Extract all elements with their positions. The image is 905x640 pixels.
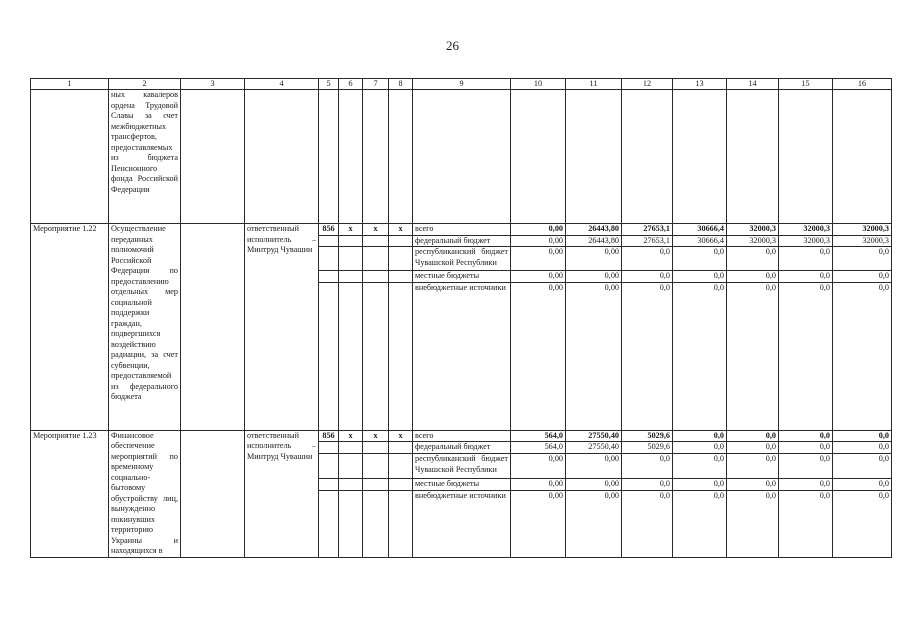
value-cell: 0,0 (622, 454, 673, 479)
empty-cell (389, 235, 413, 247)
value-cell: 0,0 (622, 247, 673, 271)
measure-id: Мероприятие 1.22 (31, 224, 109, 431)
column-header: 9 (413, 79, 511, 90)
column-header: 11 (566, 79, 622, 90)
empty-cell (339, 442, 363, 454)
empty-cell (363, 271, 389, 283)
funding-source: всего (413, 430, 511, 442)
value-cell: 26443,80 (566, 235, 622, 247)
responsible-executor: ответственный исполнитель – Минтруд Чувашии (245, 224, 319, 431)
empty-cell (319, 235, 339, 247)
value-cell: 0,0 (779, 282, 833, 430)
value-cell: 32000,3 (833, 235, 892, 247)
funding-source: республиканский бюджет Чувашской Республики (413, 454, 511, 479)
value-cell: 0,0 (833, 430, 892, 442)
column-header: 12 (622, 79, 673, 90)
value-cell: 0,00 (511, 282, 566, 430)
empty-cell (363, 235, 389, 247)
empty-cell (319, 491, 339, 557)
value-cell: 0,0 (673, 479, 727, 491)
value-cell: 27550,40 (566, 430, 622, 442)
empty-cell (363, 442, 389, 454)
value-cell: 26443,80 (566, 224, 622, 236)
value-cell: 0,0 (833, 479, 892, 491)
value-cell: 0,0 (727, 247, 779, 271)
empty-cell (363, 282, 389, 430)
value-cell: 0,0 (833, 247, 892, 271)
value-cell: 0,0 (673, 430, 727, 442)
empty-cell (339, 454, 363, 479)
empty-cell (339, 235, 363, 247)
empty-cell (389, 479, 413, 491)
value-cell: 0,0 (622, 271, 673, 283)
value-cell: 564,0 (511, 442, 566, 454)
funding-source: федеральный бюджет (413, 442, 511, 454)
table-row (31, 430, 892, 442)
column-header: 7 (363, 79, 389, 90)
code-cell: x (339, 224, 363, 236)
empty-cell (363, 479, 389, 491)
budget-table (30, 78, 892, 558)
value-cell: 32000,3 (833, 224, 892, 236)
empty-cell (389, 271, 413, 283)
table-row (31, 224, 892, 236)
value-cell: 0,0 (833, 491, 892, 557)
column-header: 15 (779, 79, 833, 90)
value-cell: 0,0 (622, 282, 673, 430)
empty-cell (389, 282, 413, 430)
continuation-description: ных кавалеров ордена Трудовой Славы за счет межбюджетных трансфертов, предоставляемых из бюджета Пенсионного фонда Российской Федерации (109, 90, 181, 224)
value-cell: 27653,1 (622, 224, 673, 236)
value-cell: 0,0 (622, 491, 673, 557)
code-cell: x (389, 430, 413, 442)
empty-cell (389, 454, 413, 479)
value-cell: 27653,1 (622, 235, 673, 247)
empty-cell (181, 224, 245, 431)
value-cell: 0,00 (566, 491, 622, 557)
code-cell: x (363, 224, 389, 236)
value-cell: 0,0 (833, 442, 892, 454)
value-cell: 0,0 (779, 430, 833, 442)
value-cell: 32000,3 (727, 224, 779, 236)
value-cell: 0,00 (511, 479, 566, 491)
value-cell: 0,0 (673, 442, 727, 454)
measure-description: Осуществление переданных полномочий Российской Федерации по предоставлению отдельных мер социальной поддержки граждан, подвергшихся воздействию радиации, за счет субвенции, предоставляемой из федерального бюджета (109, 224, 181, 431)
value-cell: 32000,3 (779, 235, 833, 247)
column-header: 14 (727, 79, 779, 90)
empty-cell (339, 479, 363, 491)
value-cell: 0,0 (727, 491, 779, 557)
empty-cell (319, 479, 339, 491)
empty-cell (339, 282, 363, 430)
value-cell: 0,0 (673, 454, 727, 479)
value-cell: 0,0 (779, 442, 833, 454)
column-header: 2 (109, 79, 181, 90)
value-cell: 0,00 (566, 479, 622, 491)
value-cell: 0,0 (727, 430, 779, 442)
value-cell: 0,0 (727, 282, 779, 430)
value-cell: 5029,6 (622, 442, 673, 454)
value-cell: 564,0 (511, 430, 566, 442)
funding-source: республиканский бюджет Чувашской Республики (413, 247, 511, 271)
empty-cell (339, 247, 363, 271)
empty-cell (319, 454, 339, 479)
value-cell: 0,00 (511, 247, 566, 271)
code-cell: x (339, 430, 363, 442)
empty-cell (319, 247, 339, 271)
measure-description: Финансовое обеспечение мероприятий по временному социально-бытовому обустройству лиц, вынужденно покинувших территорию Украины и находящихся в (109, 430, 181, 557)
value-cell: 0,00 (511, 491, 566, 557)
value-cell: 0,0 (727, 479, 779, 491)
empty-cell (363, 247, 389, 271)
funding-source: местные бюджеты (413, 479, 511, 491)
value-cell: 0,00 (511, 271, 566, 283)
empty-cell (339, 271, 363, 283)
value-cell: 0,0 (727, 442, 779, 454)
column-header: 13 (673, 79, 727, 90)
responsible-executor: ответственный исполнитель – Минтруд Чувашии (245, 430, 319, 557)
column-header: 6 (339, 79, 363, 90)
value-cell: 0,00 (566, 282, 622, 430)
value-cell: 27550,40 (566, 442, 622, 454)
code-cell: x (363, 430, 389, 442)
funding-source: всего (413, 224, 511, 236)
empty-cell (181, 430, 245, 557)
value-cell: 0,0 (673, 271, 727, 283)
value-cell: 0,00 (566, 247, 622, 271)
value-cell: 5029,6 (622, 430, 673, 442)
code-cell: 856 (319, 430, 339, 442)
value-cell: 30666,4 (673, 235, 727, 247)
value-cell: 0,00 (511, 454, 566, 479)
value-cell: 0,0 (673, 491, 727, 557)
value-cell: 0,00 (566, 271, 622, 283)
empty-cell (363, 491, 389, 557)
continuation-row (31, 90, 892, 224)
funding-source: внебюджетные источники (413, 282, 511, 430)
column-header: 3 (181, 79, 245, 90)
column-header: 5 (319, 79, 339, 90)
column-header: 16 (833, 79, 892, 90)
value-cell: 32000,3 (779, 224, 833, 236)
value-cell: 0,00 (566, 454, 622, 479)
value-cell: 0,00 (511, 235, 566, 247)
empty-cell (339, 491, 363, 557)
value-cell: 0,0 (622, 479, 673, 491)
code-cell: x (389, 224, 413, 236)
value-cell: 0,0 (833, 282, 892, 430)
value-cell: 0,0 (779, 247, 833, 271)
empty-cell (389, 247, 413, 271)
value-cell: 32000,3 (727, 235, 779, 247)
value-cell: 0,0 (779, 479, 833, 491)
funding-source: федеральный бюджет (413, 235, 511, 247)
column-header: 4 (245, 79, 319, 90)
value-cell: 0,0 (727, 454, 779, 479)
value-cell: 30666,4 (673, 224, 727, 236)
empty-cell (389, 491, 413, 557)
column-header: 1 (31, 79, 109, 90)
funding-source: местные бюджеты (413, 271, 511, 283)
empty-cell (319, 271, 339, 283)
empty-cell (319, 282, 339, 430)
empty-cell (319, 442, 339, 454)
value-cell: 0,0 (833, 271, 892, 283)
value-cell: 0,0 (673, 247, 727, 271)
value-cell: 0,0 (673, 282, 727, 430)
empty-cell (389, 442, 413, 454)
value-cell: 0,0 (779, 271, 833, 283)
column-header: 8 (389, 79, 413, 90)
header-row (31, 79, 892, 90)
value-cell: 0,0 (727, 271, 779, 283)
value-cell: 0,00 (511, 224, 566, 236)
value-cell: 0,0 (779, 454, 833, 479)
measure-id: Мероприятие 1.23 (31, 430, 109, 557)
page-number: 26 (446, 38, 459, 53)
column-header: 10 (511, 79, 566, 90)
value-cell: 0,0 (833, 454, 892, 479)
value-cell: 0,0 (779, 491, 833, 557)
code-cell: 856 (319, 224, 339, 236)
empty-cell (363, 454, 389, 479)
funding-source: внебюджетные источники (413, 491, 511, 557)
